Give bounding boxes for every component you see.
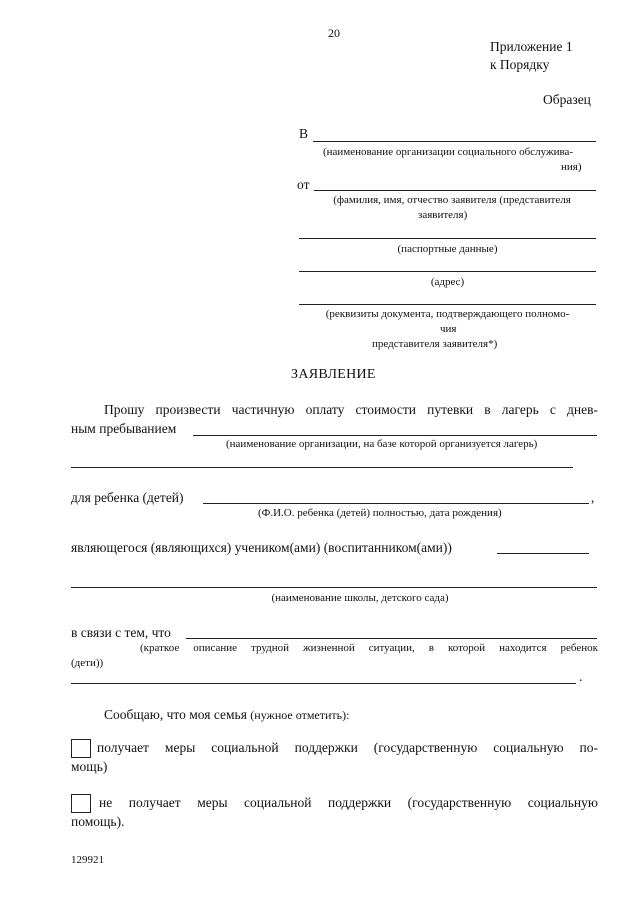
document-title: ЗАЯВЛЕНИЕ: [291, 367, 376, 382]
appendix-line-2: к Порядку: [490, 57, 550, 72]
option-1-line-1: получает меры социальной поддержки (государственную социальную по-: [97, 740, 598, 755]
camp-organization-line[interactable]: [193, 435, 597, 436]
to-organization-line[interactable]: [313, 141, 596, 142]
request-line-1: Прошу произвести частичную оплату стоимости путевки в лагерь с днев-: [104, 402, 598, 417]
request-line-2-prefix: ным пребыванием: [71, 421, 177, 436]
family-intro-note: (нужное отметить):: [250, 708, 350, 722]
sample-label: Образец: [543, 92, 591, 107]
authority-caption-line-1: (реквизиты документа, подтверждающего полномо-: [325, 308, 570, 320]
authority-caption-line-3: представителя заявителя*): [372, 338, 498, 350]
footer-code: 129921: [71, 854, 104, 866]
passport-line[interactable]: [299, 238, 596, 239]
address-caption: (адрес): [430, 276, 465, 288]
address-line[interactable]: [299, 271, 596, 272]
from-caption-line-2: заявителя): [418, 209, 468, 221]
option-1-line-2: мощь): [71, 759, 108, 774]
page-number: 20: [328, 26, 340, 40]
child-name-line[interactable]: [203, 503, 589, 504]
from-prefix: от: [297, 177, 310, 192]
reason-prefix: в связи с тем, что: [71, 625, 171, 640]
to-prefix: В: [299, 126, 309, 141]
reason-caption-line-2: (дети)): [71, 657, 104, 669]
appendix-line-1: Приложение 1: [490, 39, 573, 54]
reason-caption-line-1: (краткое описание трудной жизненной ситуации, в которой находится ребенок: [140, 642, 598, 654]
reason-line[interactable]: [186, 638, 597, 639]
pupil-text: являющегося (являющихся) учеником(ами) (воспитанником(ами)): [71, 540, 452, 555]
family-intro-text: Сообщаю, что моя семья: [104, 707, 247, 722]
child-prefix: для ребенка (детей): [71, 490, 184, 505]
school-line[interactable]: [71, 587, 597, 588]
to-caption-line-2: ния): [561, 161, 582, 173]
family-intro: [104, 707, 349, 723]
child-caption: (Ф.И.О. ребенка (детей) полностью, дата рождения): [258, 507, 502, 519]
camp-organization-line-2[interactable]: [71, 467, 573, 468]
to-caption-line-1: (наименование организации социального обслужива-: [322, 146, 574, 158]
org-caption: (наименование организации, на базе которой организуется лагерь): [226, 438, 538, 450]
option-not-receives-support-checkbox[interactable]: [71, 794, 91, 813]
reason-period: .: [579, 669, 583, 684]
from-caption-line-1: (фамилия, имя, отчество заявителя (представителя: [333, 194, 571, 206]
authority-document-line[interactable]: [299, 304, 596, 305]
authority-caption-line-2: чия: [440, 323, 457, 335]
pupil-line-tail[interactable]: [497, 553, 589, 554]
option-2-line-2: помощь).: [71, 814, 125, 829]
child-comma: ,: [591, 490, 595, 505]
from-applicant-line[interactable]: [314, 190, 596, 191]
option-2-line-1: не получает меры социальной поддержки (государственную социальную: [99, 795, 598, 810]
passport-caption: (паспортные данные): [397, 243, 498, 255]
option-receives-support-checkbox[interactable]: [71, 739, 91, 758]
school-caption: (наименование школы, детского сада): [271, 592, 449, 604]
reason-line-2[interactable]: [71, 683, 576, 684]
